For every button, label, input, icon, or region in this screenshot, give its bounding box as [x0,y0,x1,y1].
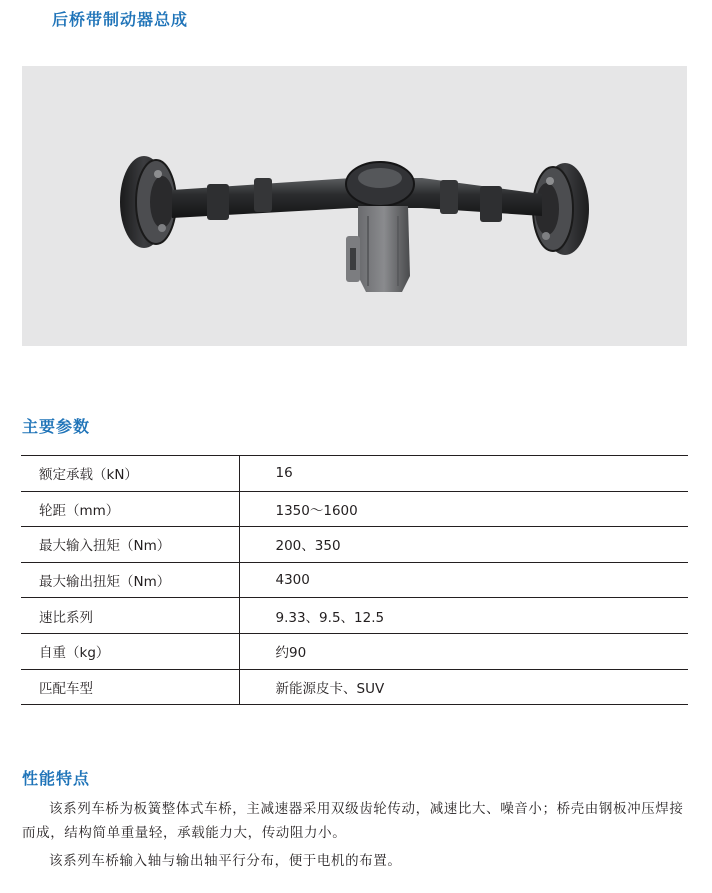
param-value: 16 [239,456,688,492]
param-value: 4300 [239,562,688,598]
param-value: 1350～1600 [239,491,688,527]
param-value: 9.33、9.5、12.5 [239,598,688,634]
param-value: 约90 [239,633,688,669]
param-label: 匹配车型 [21,669,239,705]
params-table [21,455,688,705]
param-label: 速比系列 [21,598,239,634]
rear-axle-illustration [22,66,687,346]
table-row [21,669,688,705]
param-value: 新能源皮卡、SUV [239,669,688,705]
feature-paragraph: 该系列车桥输入轴与输出轴平行分布，便于电机的布置。 [49,853,402,869]
param-label: 额定承载（kN） [21,456,239,492]
table-row [21,598,688,634]
param-label: 轮距（mm） [21,491,239,527]
param-label: 最大输入扭矩（Nm） [21,527,239,563]
product-photo [22,66,687,346]
param-label: 自重（kg） [21,633,239,669]
page-title: 后桥带制动器总成 [52,10,189,29]
table-row [21,527,688,563]
params-section-title: 主要参数 [22,417,91,436]
table-row [21,456,688,492]
param-label: 最大输出扭矩（Nm） [21,562,239,598]
features-section-title: 性能特点 [22,769,91,788]
table-row [21,562,688,598]
feature-paragraph: 该系列车桥为板簧整体式车桥，主减速器采用双级齿轮传动，减速比大、噪音小；桥壳由钢板冲压焊接而成，结构简单重量轻，承载能力大，传动阻力小。 [22,801,684,841]
param-value: 200、350 [239,527,688,563]
table-row [21,633,688,669]
table-row [21,491,688,527]
